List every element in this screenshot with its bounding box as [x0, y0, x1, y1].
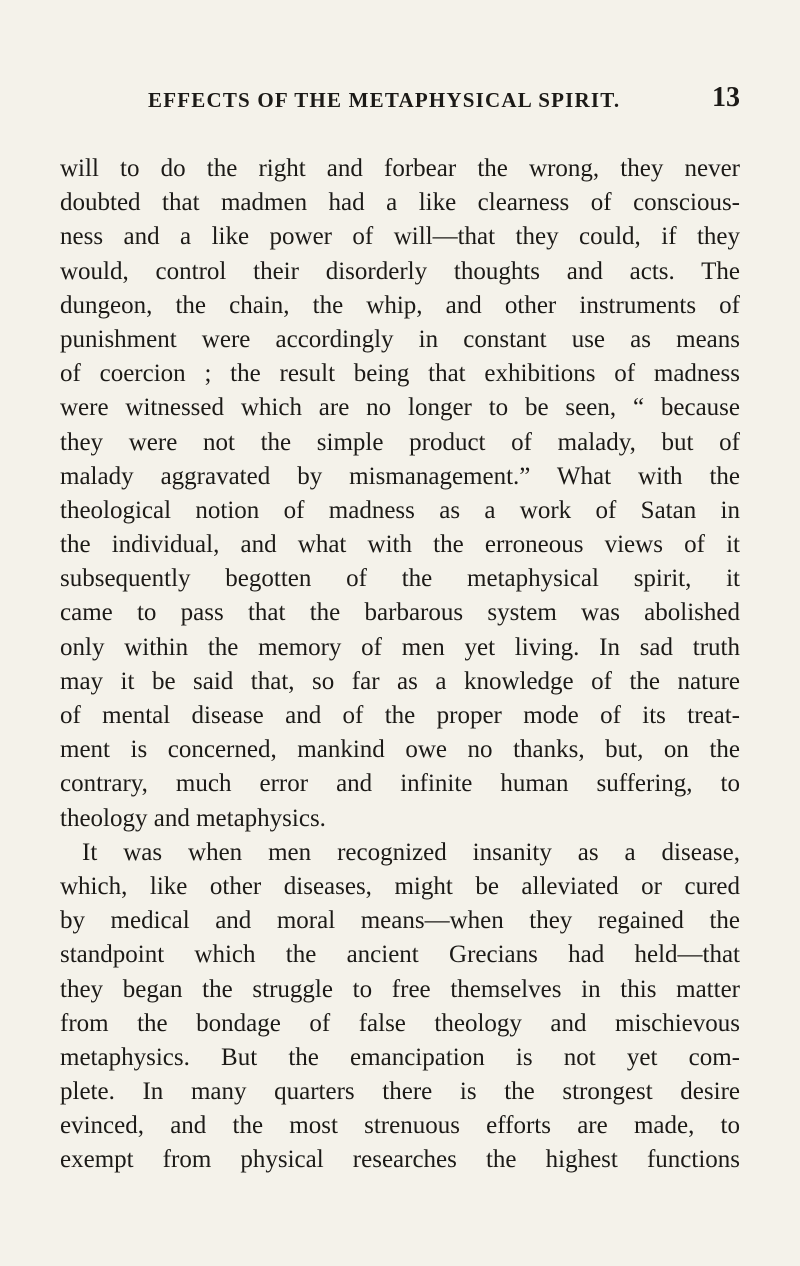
text-line: of coercion ; the result being that exhibitions of madness — [60, 360, 740, 388]
text-line: they were not the simple product of malady, but of — [60, 428, 740, 456]
paragraph-1 — [60, 152, 740, 836]
text-line: would, control their disorderly thoughts and acts. The — [60, 257, 740, 285]
text-line: theology and metaphysics. — [60, 804, 326, 832]
text-line: may it be said that, so far as a knowledge of the nature — [60, 667, 740, 695]
text-line: were witnessed which are no longer to be seen, “ because — [60, 394, 740, 422]
text-line: contrary, much error and infinite human suffering, to — [60, 770, 740, 798]
text-line: they began the struggle to free themselves in this matter — [60, 975, 740, 1003]
text-line: metaphysics. But the emancipation is not yet com- — [60, 1043, 740, 1071]
body-text — [60, 152, 740, 1178]
text-line: of mental disease and of the proper mode of its treat- — [60, 702, 740, 729]
text-line: only within the memory of men yet living. In sad truth — [60, 633, 740, 661]
text-line: plete. In many quarters there is the strongest desire — [60, 1078, 740, 1106]
text-line: will to do the right and forbear the wrong, they never — [60, 155, 740, 182]
text-line: doubted that madmen had a like clearness of conscious- — [60, 189, 740, 217]
text-line: It was when men recognized insanity as a disease, — [82, 838, 740, 866]
text-line: evinced, and the most strenuous efforts are made, to — [60, 1112, 740, 1140]
paragraph-2 — [60, 836, 740, 1178]
text-line: standpoint which the ancient Grecians had held—that — [60, 941, 740, 969]
text-line: from the bondage of false theology and mischievous — [60, 1009, 740, 1037]
text-line: theological notion of madness as a work of Satan in — [60, 496, 740, 524]
text-line: exempt from physical researches the highest functions — [60, 1146, 740, 1174]
text-line: subsequently begotten of the metaphysical spirit, it — [60, 565, 740, 593]
text-line: ness and a like power of will—that they could, if they — [60, 223, 740, 251]
page-number: 13 — [712, 82, 740, 113]
text-line: the individual, and what with the erroneous views of it — [60, 531, 740, 559]
text-line: by medical and moral means—when they regained the — [60, 907, 740, 935]
text-line: ment is concerned, mankind owe no thanks, but, on the — [60, 736, 740, 764]
text-line: dungeon, the chain, the whip, and other instruments of — [60, 291, 740, 319]
text-line: punishment were accordingly in constant use as means — [60, 325, 740, 353]
text-line: came to pass that the barbarous system was abolished — [60, 599, 740, 627]
running-title: EFFECTS OF THE METAPHYSICAL SPIRIT. — [148, 88, 621, 112]
text-line: which, like other diseases, might be alleviated or cured — [60, 872, 740, 900]
running-head — [60, 82, 740, 118]
text-line: malady aggravated by mismanagement.” What with the — [60, 462, 740, 490]
